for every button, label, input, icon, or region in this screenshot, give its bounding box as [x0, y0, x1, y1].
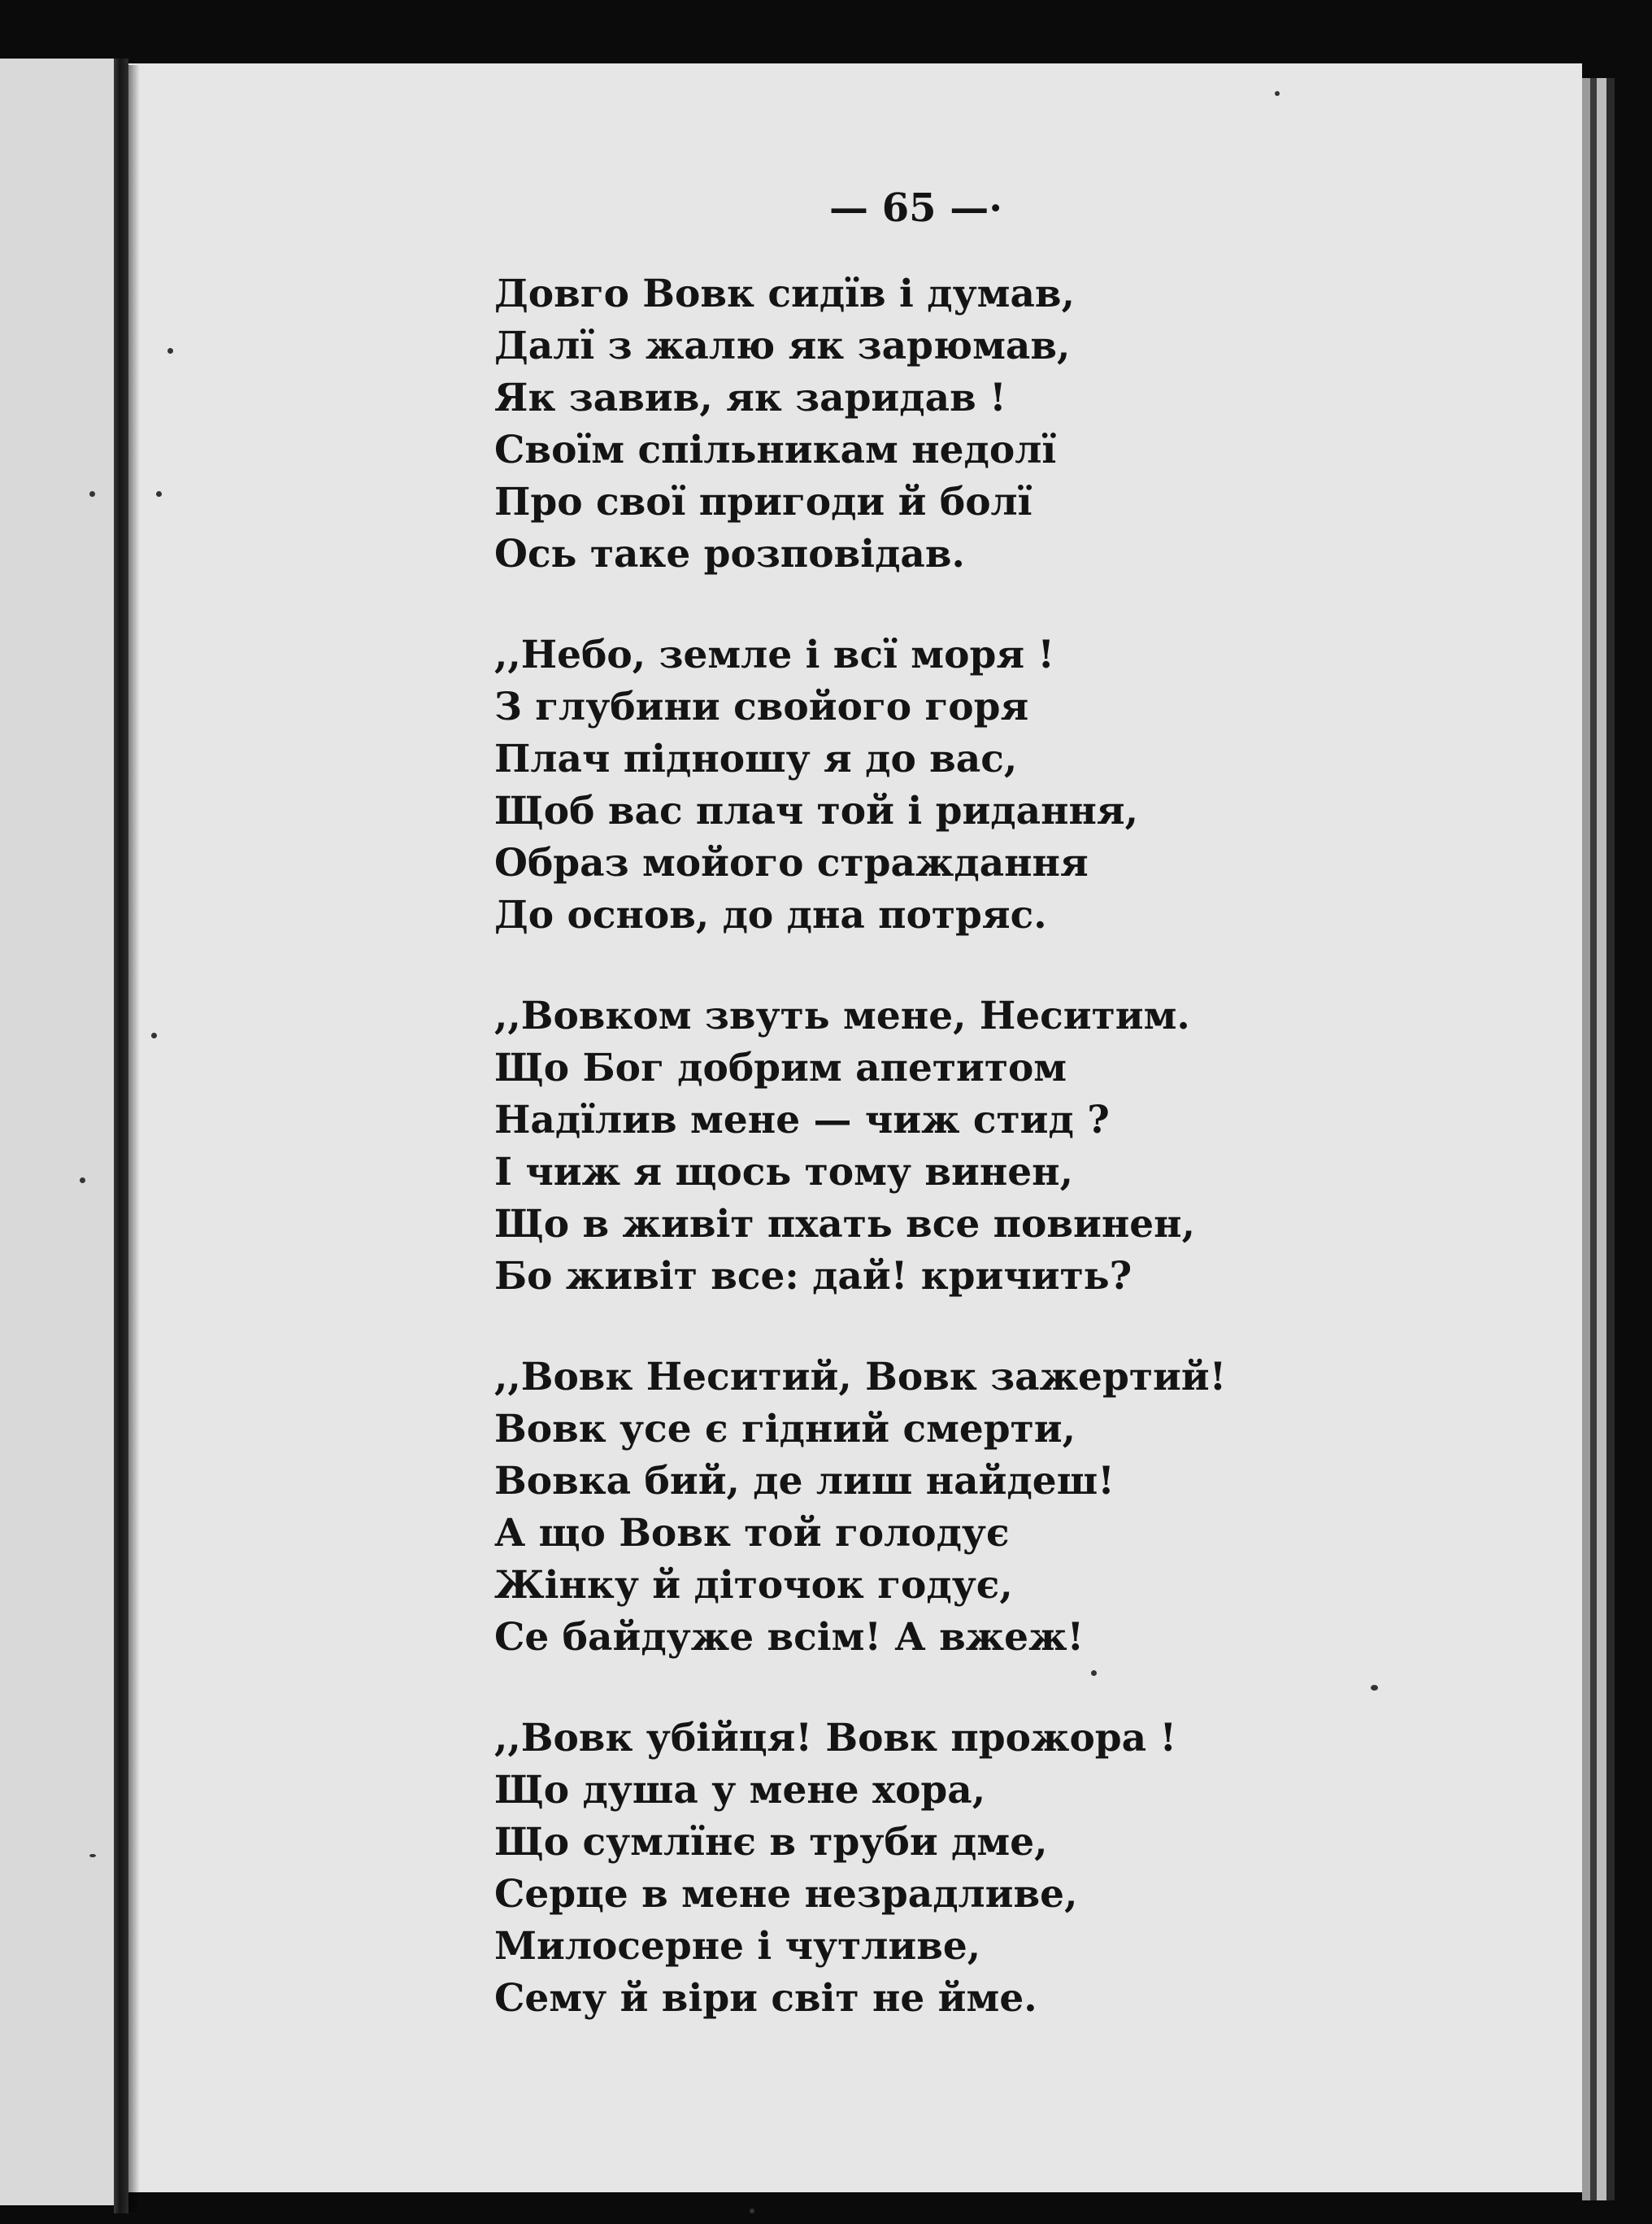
poem-line: Що Бог добрим апетитом — [494, 1046, 1067, 1090]
scan-speck — [167, 348, 173, 354]
poem-line: Щоб вас плач той і ридання, — [494, 789, 1138, 833]
poem-line: Далї з жалю як зарюмав, — [494, 324, 1071, 368]
poem-line: ,,Вовком звуть мене, Неситим. — [494, 994, 1190, 1038]
page-edge-stack — [1582, 78, 1590, 2200]
poem-line: Се байдуже всім! А вжеж! — [494, 1615, 1085, 1660]
poem-line: Сему й віри світ не йме. — [494, 1976, 1037, 2021]
page-edge-stack — [1597, 78, 1606, 2200]
poem-line: І чиж я щось тому винен, — [494, 1150, 1073, 1195]
poem-line: Вовк усе є гідний смерти, — [494, 1407, 1076, 1451]
stanza — [494, 1351, 1567, 1664]
poem-line: Що душа у мене хора, — [494, 1768, 986, 1813]
facing-page-edge — [0, 59, 114, 2205]
page-edge-stack — [1590, 78, 1597, 2200]
poem-line: Образ мойого страждання — [494, 841, 1089, 886]
poem-line: Довго Вовк сидїв і думав, — [494, 272, 1075, 316]
book-gutter — [114, 59, 128, 2213]
poem-line: Бо живіт все: дай! кричить? — [494, 1254, 1132, 1299]
scan-speck — [89, 491, 95, 497]
poem-line: ,,Вовк Неситий, Вовк зажертий! — [494, 1355, 1227, 1399]
poem-line: Своїм спільникам недолї — [494, 428, 1057, 472]
scan-speck — [89, 1854, 96, 1857]
poem-line: Як завив, як заридав ! — [494, 376, 1006, 420]
poem-line: Що в живіт пхать все повинен, — [494, 1202, 1195, 1247]
poem-line: Серце в мене незрадливе, — [494, 1872, 1078, 1917]
poem-line: Жінку й діточок годує, — [494, 1563, 1013, 1608]
poem-line: До основ, до дна потряс. — [494, 893, 1047, 938]
page-edge-stack — [1606, 78, 1615, 2200]
poem-line: Вовка бий, де лиш найдеш! — [494, 1459, 1115, 1504]
poem-line: А що Вовк той голодує — [494, 1511, 1010, 1556]
poem-line: Що сумлїнє в труби дме, — [494, 1820, 1048, 1865]
page-number: — 65 —· — [829, 185, 1002, 231]
poem-line: Ось таке розповідав. — [494, 532, 965, 577]
poem-line: Плач підношу я до вас, — [494, 737, 1018, 781]
scan-speck — [1275, 91, 1280, 96]
scan-speck — [156, 491, 162, 497]
stanza — [494, 1713, 1567, 2025]
poem-line: Про свої пригоди й болї — [494, 480, 1032, 524]
gutter-shadow — [128, 65, 140, 2212]
stanza — [494, 268, 1567, 581]
poem-line: ,,Вовк убійця! Вовк прожора ! — [494, 1716, 1177, 1760]
stanza — [494, 629, 1567, 942]
poem-text — [494, 268, 1567, 2074]
stanza — [494, 990, 1567, 1303]
poem-line: ,,Небо, земле і всї моря ! — [494, 633, 1055, 677]
poem-line: Надїлив мене — чиж стид ? — [494, 1098, 1110, 1142]
scan-speck — [151, 1033, 157, 1038]
scan-speck — [80, 1177, 85, 1183]
scan-speck — [750, 2209, 754, 2213]
poem-line: Милосерне і чутливе, — [494, 1924, 981, 1969]
poem-line: З глубини свойого горя — [494, 685, 1029, 729]
